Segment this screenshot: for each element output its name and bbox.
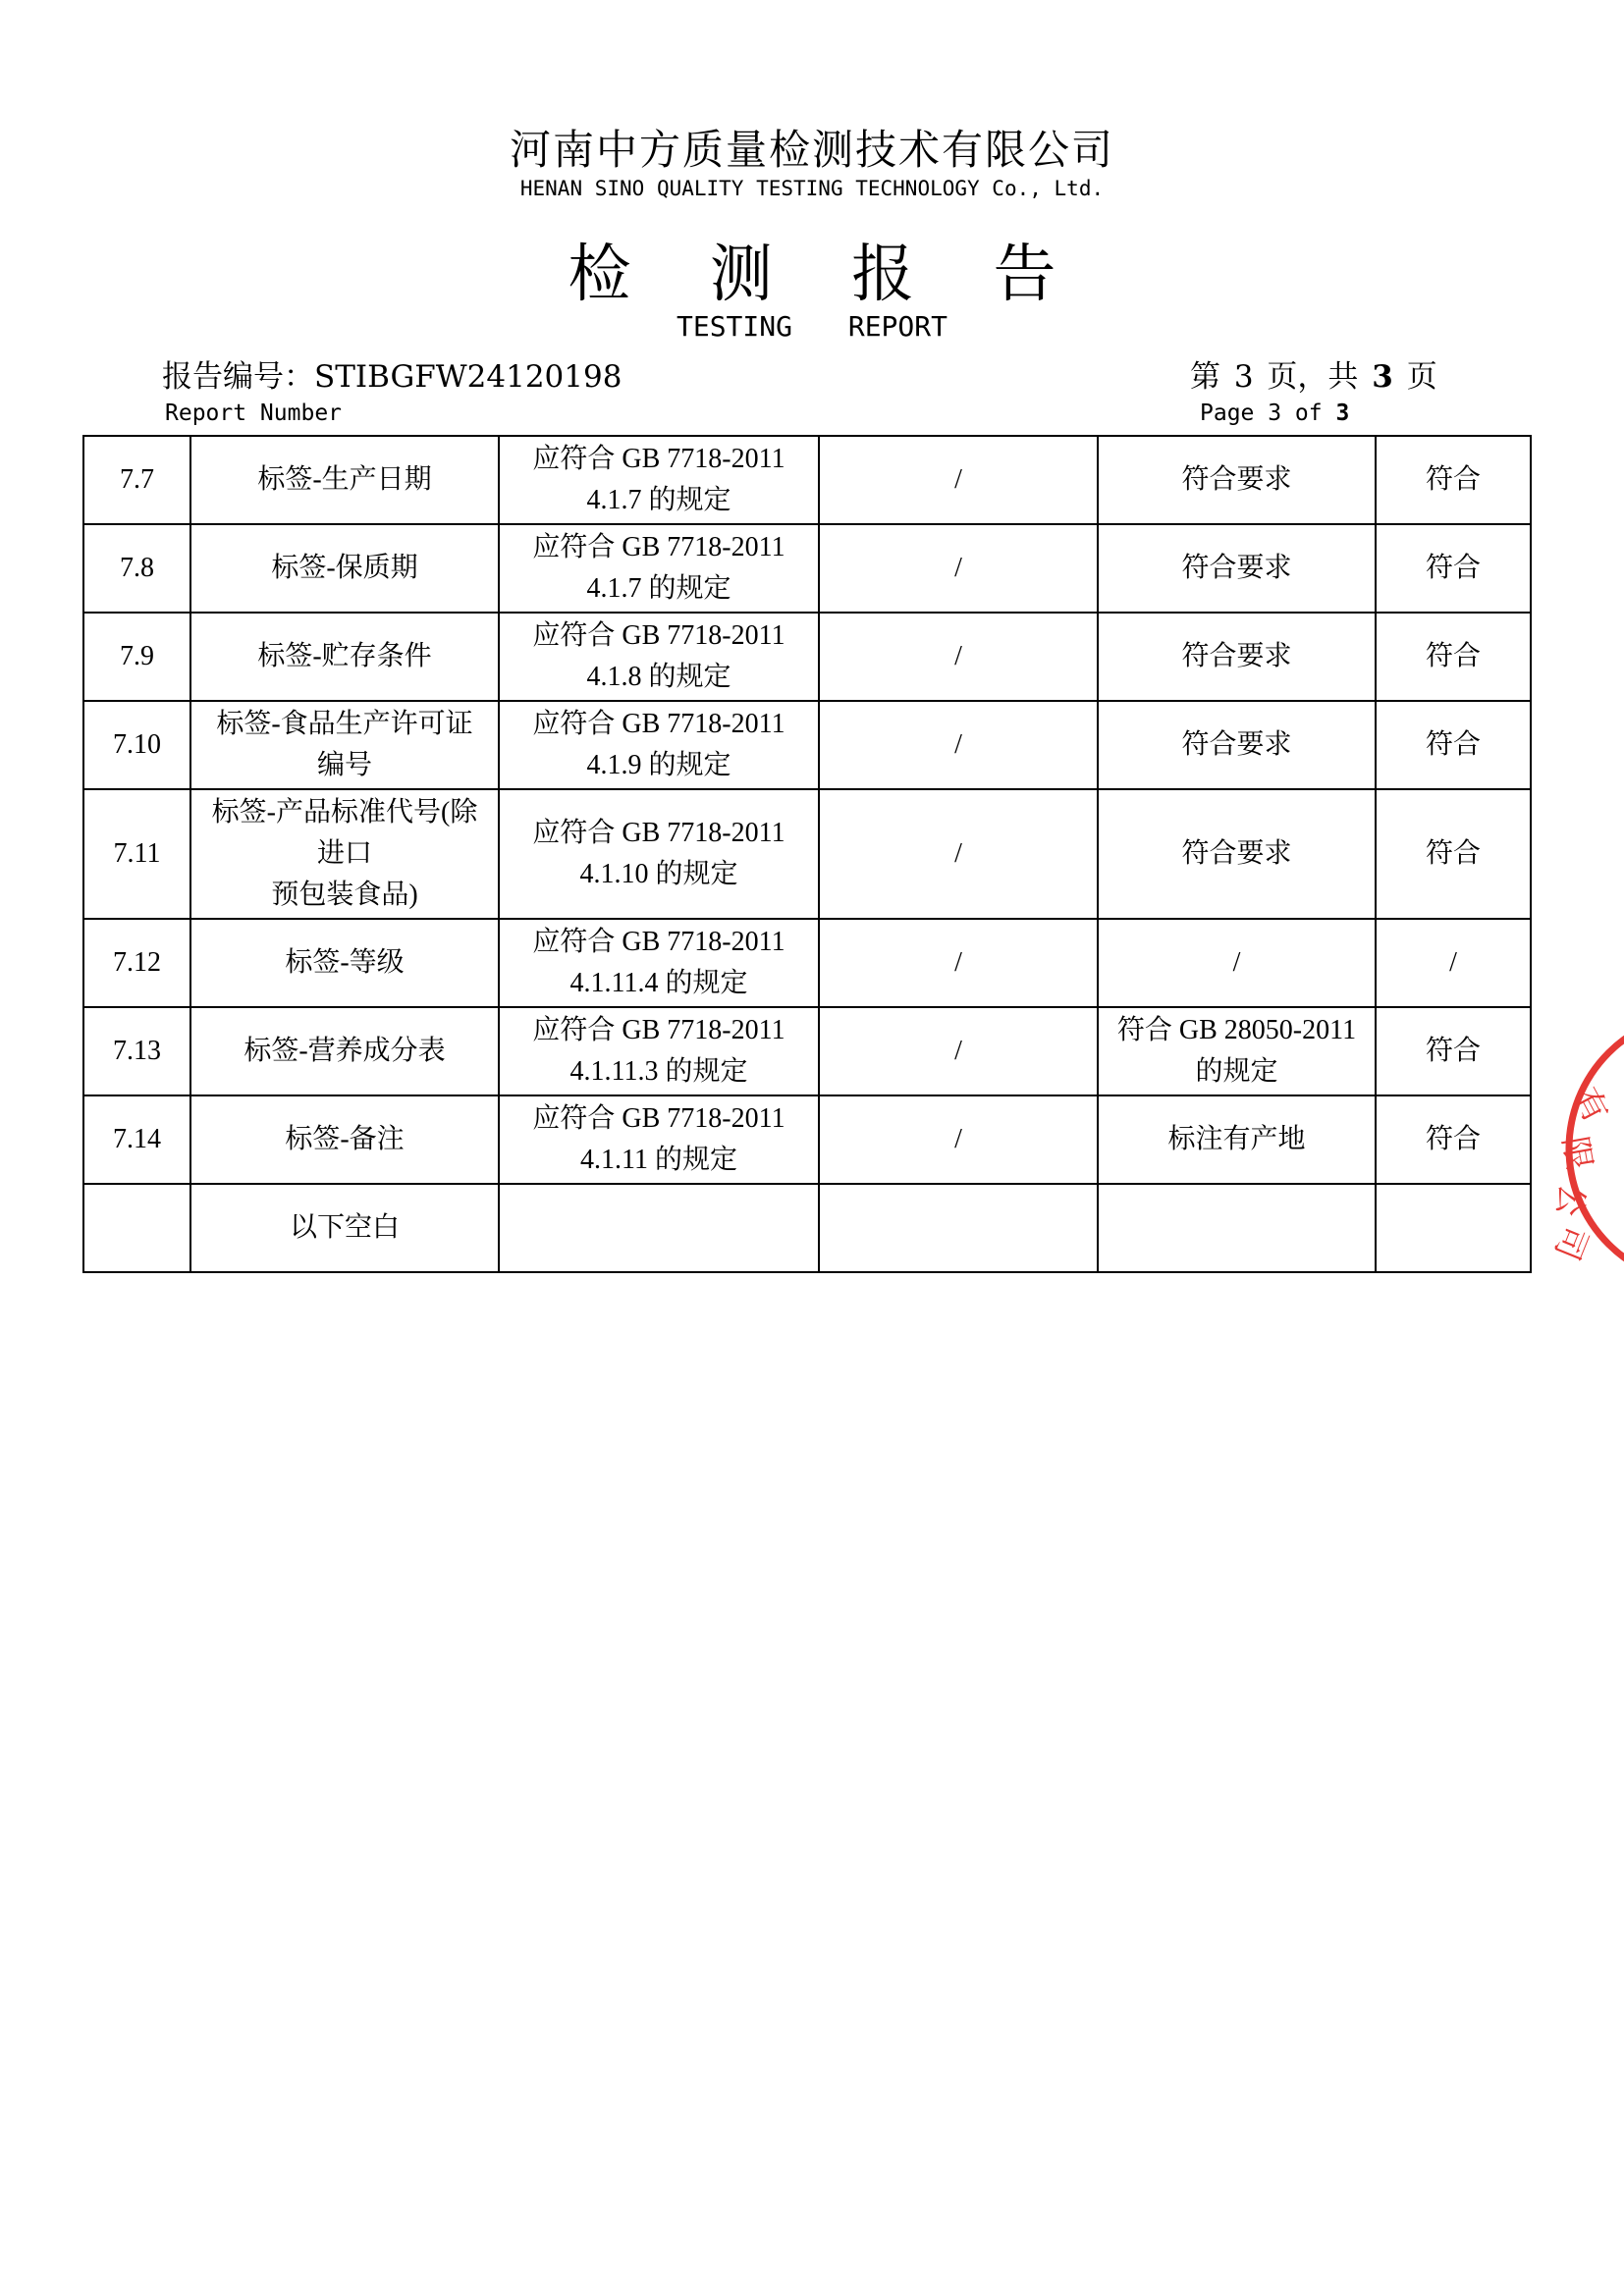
- report-number-label: 报告编号：: [162, 359, 314, 395]
- seal-char-4: 司: [1545, 1219, 1596, 1266]
- unit: /: [819, 701, 1098, 789]
- page-cn-suffix: 页: [1406, 359, 1437, 395]
- table-row: [83, 1095, 1531, 1184]
- table-row-blank: [83, 1184, 1531, 1272]
- requirement: 应符合 GB 7718-2011 4.1.10 的规定: [499, 789, 819, 919]
- seal-char-1: 有: [1565, 1081, 1616, 1130]
- table-row: [83, 436, 1531, 524]
- conclusion: 符合: [1376, 524, 1531, 613]
- test-item: 标签-营养成分表: [190, 1007, 499, 1095]
- test-item: 标签-生产日期: [190, 436, 499, 524]
- table-row: [83, 1007, 1531, 1095]
- table-row: [83, 524, 1531, 613]
- unit: /: [819, 436, 1098, 524]
- unit: /: [819, 1095, 1098, 1184]
- conclusion: 符合: [1376, 613, 1531, 701]
- page-cn-prefix: 第 3 页，共: [1190, 359, 1359, 395]
- conclusion: 符合: [1376, 1007, 1531, 1095]
- unit: /: [819, 919, 1098, 1007]
- page-indicator-en: [1200, 400, 1349, 426]
- table-row: [83, 701, 1531, 789]
- requirement: 应符合 GB 7718-2011 4.1.7 的规定: [499, 524, 819, 613]
- item-number: 7.9: [83, 613, 190, 701]
- requirement: 应符合 GB 7718-2011 4.1.7 的规定: [499, 436, 819, 524]
- test-result: 标注有产地: [1098, 1095, 1376, 1184]
- conclusion: 符合: [1376, 1095, 1531, 1184]
- table-row: [83, 789, 1531, 919]
- conclusion: /: [1376, 919, 1531, 1007]
- report-title-en: TESTING REPORT: [676, 310, 947, 343]
- table-row: [83, 919, 1531, 1007]
- company-name-cn: 河南中方质量检测技术有限公司: [509, 126, 1114, 174]
- unit: [819, 1184, 1098, 1272]
- conclusion: 符合: [1376, 701, 1531, 789]
- test-item: 标签-备注: [190, 1095, 499, 1184]
- test-result: 符合要求: [1098, 524, 1376, 613]
- item-number: 7.12: [83, 919, 190, 1007]
- report-title-cn: 检 测 报 告: [568, 239, 1086, 311]
- test-result: /: [1098, 919, 1376, 1007]
- test-result: 符合要求: [1098, 613, 1376, 701]
- item-number: 7.11: [83, 789, 190, 919]
- test-item: 标签-贮存条件: [190, 613, 499, 701]
- seal-char-2: 限: [1554, 1133, 1599, 1174]
- test-item: 标签-等级: [190, 919, 499, 1007]
- test-item: 标签-产品标准代号(除 进口 预包装食品): [190, 789, 499, 919]
- requirement: 应符合 GB 7718-2011 4.1.8 的规定: [499, 613, 819, 701]
- page-en-total: 3: [1335, 400, 1350, 426]
- item-number: 7.8: [83, 524, 190, 613]
- test-item: 标签-食品生产许可证 编号: [190, 701, 499, 789]
- requirement: [499, 1184, 819, 1272]
- test-result: [1098, 1184, 1376, 1272]
- test-result: 符合要求: [1098, 436, 1376, 524]
- page-indicator-cn: [1190, 351, 1437, 396]
- page-en-prefix: Page 3 of: [1200, 400, 1323, 426]
- requirement: 应符合 GB 7718-2011 4.1.11 的规定: [499, 1095, 819, 1184]
- blank-below-note: 以下空白: [190, 1184, 499, 1272]
- item-number: 7.14: [83, 1095, 190, 1184]
- unit: /: [819, 1007, 1098, 1095]
- unit: /: [819, 789, 1098, 919]
- unit: /: [819, 524, 1098, 613]
- report-number: [162, 351, 622, 396]
- conclusion: [1376, 1184, 1531, 1272]
- company-seal-stamp: [1538, 1001, 1624, 1296]
- seal-char-3: 公: [1548, 1181, 1592, 1219]
- item-number: 7.13: [83, 1007, 190, 1095]
- requirement: 应符合 GB 7718-2011 4.1.11.4 的规定: [499, 919, 819, 1007]
- test-result: 符合 GB 28050-2011 的规定: [1098, 1007, 1376, 1095]
- item-number: 7.7: [83, 436, 190, 524]
- test-result: 符合要求: [1098, 789, 1376, 919]
- table-row: [83, 613, 1531, 701]
- item-number: 7.10: [83, 701, 190, 789]
- report-number-en-label: Report Number: [165, 400, 343, 426]
- item-number: [83, 1184, 190, 1272]
- page-cn-total: 3: [1372, 359, 1393, 395]
- conclusion: 符合: [1376, 789, 1531, 919]
- results-table: [82, 435, 1532, 1273]
- company-name-en: HENAN SINO QUALITY TESTING TECHNOLOGY Co., Ltd.: [519, 177, 1105, 200]
- unit: /: [819, 613, 1098, 701]
- conclusion: 符合: [1376, 436, 1531, 524]
- report-number-value: STIBGFW24120198: [314, 359, 623, 395]
- requirement: 应符合 GB 7718-2011 4.1.11.3 的规定: [499, 1007, 819, 1095]
- test-item: 标签-保质期: [190, 524, 499, 613]
- requirement: 应符合 GB 7718-2011 4.1.9 的规定: [499, 701, 819, 789]
- test-result: 符合要求: [1098, 701, 1376, 789]
